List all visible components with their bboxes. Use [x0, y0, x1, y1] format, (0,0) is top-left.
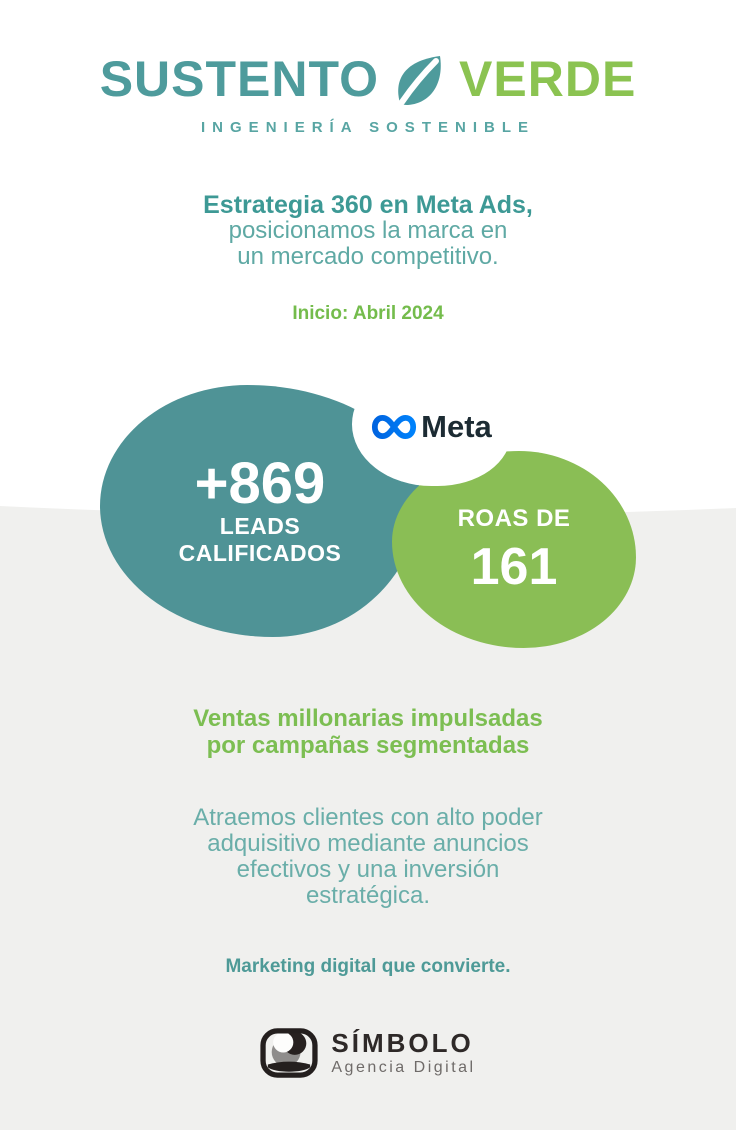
headline-line3: un mercado competitivo. [237, 243, 499, 270]
results-headline-line1: Ventas millonarias impulsadas [193, 705, 543, 732]
start-date: Inicio: Abril 2024 [292, 303, 444, 324]
slogan: Marketing digital que convierte. [225, 956, 511, 977]
brand-name-part1: SUSTENTO [99, 51, 380, 107]
description-paragraph [0, 805, 736, 909]
leads-label-line2: CALIFICADOS [178, 540, 342, 566]
leaf-icon [393, 52, 445, 108]
description-line2: adquisitivo mediante anuncios [207, 830, 529, 857]
brand-name-part2: VERDE [459, 51, 637, 107]
leads-value: +869 [194, 451, 326, 516]
results-headline-line2: por campañas segmentadas [206, 732, 530, 759]
meta-wordmark: Meta [421, 408, 492, 444]
agency-subtitle: Agencia Digital [331, 1059, 476, 1077]
roas-label: ROAS DE [457, 504, 571, 532]
leads-label-line1: LEADS [219, 513, 301, 539]
description-line1: Atraemos clientes con alto poder [193, 804, 543, 831]
meta-logo-card [352, 367, 511, 486]
brand-logo [0, 50, 736, 108]
meta-infinity-icon [371, 413, 417, 441]
headline-line2: posicionamos la marca en [228, 217, 508, 244]
agency-name: SÍMBOLO [331, 1027, 474, 1058]
brand-tagline: INGENIERÍA SOSTENIBLE [201, 119, 535, 136]
headline-bold-line: Estrategia 360 en Meta Ads, [203, 191, 533, 219]
simbolo-eye-icon [260, 1028, 318, 1078]
results-headline [0, 705, 736, 759]
agency-logo [0, 1028, 736, 1078]
headline [0, 192, 736, 270]
roas-value: 161 [470, 537, 558, 596]
description-line3: efectivos y una inversión [236, 856, 500, 883]
description-line4: estratégica. [305, 882, 431, 909]
